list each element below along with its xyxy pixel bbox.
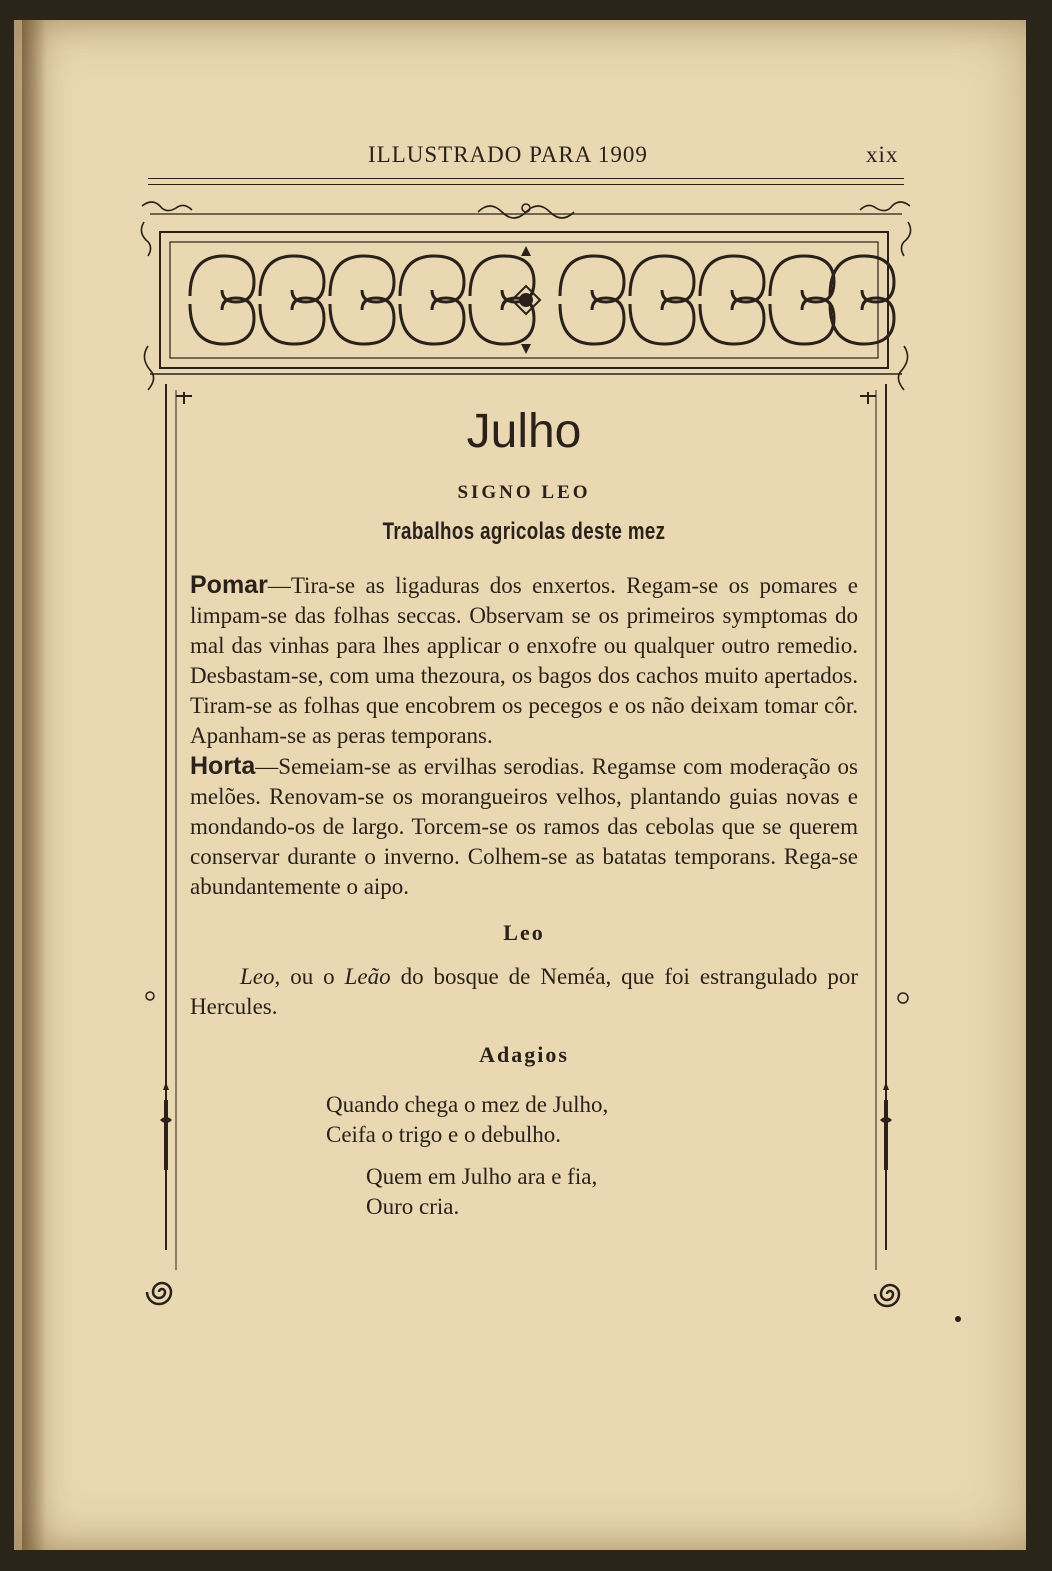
section-heading: Trabalhos agricolas deste mez — [382, 518, 666, 545]
small-curl-left-icon — [146, 992, 154, 1000]
pomar-text: —Tira-se as ligaduras dos enxertos. Regam-se os pomares e limpam-se das folhas seccas. Observam se os primeiros symptomas do mal das vinhas para lhes applicar o enxofre ou qualquer outro remedio. Desbastam-se, com uma thezoura, os bagos dos cachos muito apertados. Tiram-se as folhas que encobrem os pecegos e os não deixam tomar côr. Apanham-se as peras temporans. — [190, 573, 858, 748]
scroll-pattern-icon — [190, 256, 894, 344]
leo-name: Leo — [240, 964, 275, 989]
month-title: Julho — [466, 405, 582, 458]
corner-flourish-top-right-icon — [860, 202, 911, 256]
horta-lead: Horta — [190, 752, 256, 780]
verse-line: Quando chega o mez de Julho, — [326, 1092, 609, 1117]
adagios-heading: Adagios — [479, 1042, 569, 1067]
horta-text: —Semeiam-se as ervilhas serodias. Regamse com moderação os melões. Renovam-se os morangueiros velhos, plantando guias novas e mondando-os de largo. Torcem-se os ramos das cebolas que se querem conservar durante o inverno. Colhem-se as batatas temporans. Rega-se abundantemente o aipo. — [190, 754, 858, 899]
adagio-verse-2 — [366, 1162, 858, 1222]
leo-text-2: do bosque de Neméa, que foi estrangulado por Hercules. — [190, 964, 858, 1019]
main-content — [190, 400, 858, 1222]
verse-line: Ouro cria. — [366, 1194, 460, 1219]
corner-flourish-top-left-icon — [141, 202, 192, 256]
ink-speck — [955, 1316, 961, 1322]
leo-heading: Leo — [503, 920, 545, 945]
spiral-right-icon — [875, 1285, 899, 1306]
corner-flourish-mid-right-icon — [898, 346, 907, 390]
leo-paragraph — [190, 962, 858, 1022]
signo-heading: SIGNO LEO — [457, 482, 591, 503]
page-number: xix — [866, 142, 899, 167]
top-flourish-icon — [478, 204, 574, 218]
leo-lion: Leão — [344, 964, 391, 989]
pomar-paragraph — [190, 570, 858, 751]
spiral-left-icon — [147, 1283, 171, 1304]
horta-paragraph — [190, 751, 858, 902]
running-title: ILLUSTRADO PARA 1909 — [368, 142, 648, 167]
verse-line: Ceifa o trigo e o debulho. — [326, 1122, 562, 1147]
adagio-verse-1 — [326, 1090, 858, 1150]
pomar-lead: Pomar — [190, 571, 268, 599]
corner-flourish-mid-left-icon — [144, 346, 153, 390]
small-curl-right-icon — [898, 993, 908, 1003]
leo-text-1: , ou o — [274, 964, 345, 989]
arrow-right-top-icon — [860, 392, 876, 404]
verse-line: Quem em Julho ara e fia, — [366, 1164, 598, 1189]
